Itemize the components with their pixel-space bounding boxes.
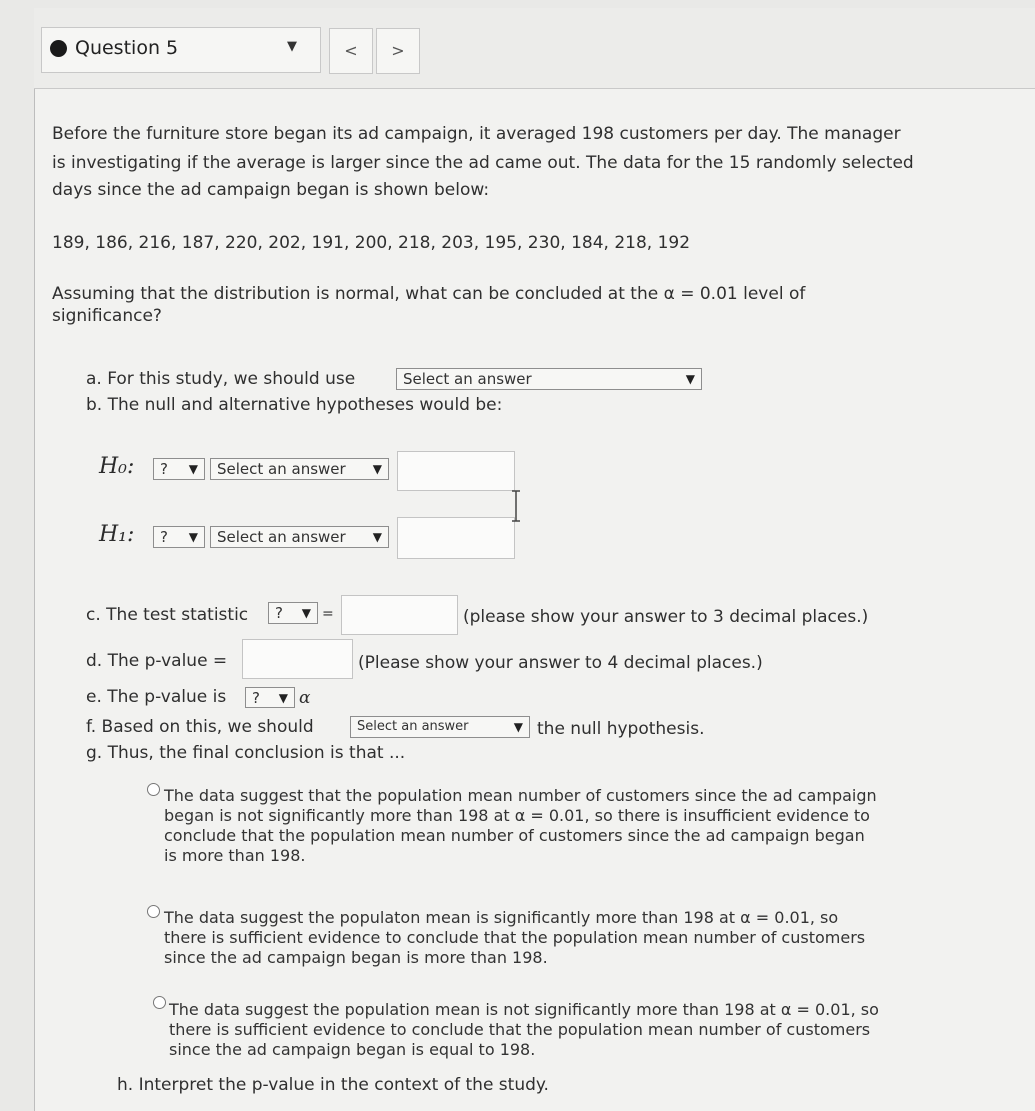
data-values: 189, 186, 216, 187, 220, 202, 191, 200, 218, 203, 195, 230, 184, 218, 192 (52, 233, 691, 253)
conclusion-option-1[interactable] (164, 786, 877, 866)
prev-question-button[interactable]: < (329, 28, 373, 74)
option-3-line-3: since the ad campaign began is equal to 198. (169, 1040, 536, 1059)
text-cursor-icon (511, 490, 521, 522)
option-1-line-2: began is not significantly more than 198 at α = 0.01, so there is insufficient evidence to (164, 806, 870, 825)
h1-value-input[interactable] (397, 517, 515, 559)
assume-line-1: Assuming that the distribution is normal, what can be concluded at the α = 0.01 level of (52, 284, 806, 304)
h0-value-input[interactable] (397, 451, 515, 491)
part-d-note: (Please show your answer to 4 decimal places.) (358, 653, 763, 673)
question-title: Question 5 (75, 37, 179, 59)
chevron-down-icon: ▼ (513, 720, 523, 734)
option-3-line-2: there is sufficient evidence to conclude that the population mean number of customers (169, 1020, 871, 1039)
next-question-button[interactable]: > (376, 28, 420, 74)
intro-line-3: days since the ad campaign began is shown below: (52, 180, 490, 200)
h0-operator-value: Select an answer (217, 460, 346, 478)
decision-select[interactable] (350, 716, 530, 738)
part-h-label: h. Interpret the p-value in the context of the study. (117, 1075, 549, 1095)
h1-parameter-value: ? (160, 528, 168, 546)
part-c-label: c. The test statistic (86, 605, 249, 625)
option-3-line-1: The data suggest the population mean is not significantly more than 198 at α = 0.01, so (169, 1000, 879, 1019)
option-1-line-4: is more than 198. (164, 846, 306, 865)
test-statistic-input[interactable] (341, 595, 458, 635)
test-statistic-select[interactable] (268, 602, 318, 624)
caret-down-icon[interactable]: ▼ (287, 39, 297, 54)
part-c-note: (please show your answer to 3 decimal places.) (463, 607, 869, 627)
alpha-symbol: α (299, 688, 311, 708)
chevron-down-icon: ▼ (278, 691, 288, 705)
option-2-line-2: there is sufficient evidence to conclude that the population mean number of customers (164, 928, 866, 947)
equals-sign: = (322, 606, 334, 622)
test-statistic-value: ? (275, 604, 283, 622)
p-value-compare-select[interactable] (245, 687, 295, 708)
part-b-label: b. The null and alternative hypotheses would be: (86, 395, 503, 415)
intro-line-2: is investigating if the average is larger since the ad came out. The data for the 15 randomly selected (52, 153, 914, 173)
h0-parameter-value: ? (160, 460, 168, 478)
chevron-down-icon: ▼ (372, 462, 382, 476)
conclusion-option-3[interactable] (169, 1000, 879, 1060)
h1-parameter-select[interactable] (153, 526, 205, 548)
conclusion-option-3-radio[interactable] (153, 996, 166, 1009)
part-e-label: e. The p-value is (86, 687, 227, 707)
chevron-down-icon: ▼ (372, 530, 382, 544)
decision-select-value: Select an answer (357, 719, 469, 734)
h1-operator-value: Select an answer (217, 528, 346, 546)
part-f-label: f. Based on this, we should (86, 717, 314, 737)
h0-parameter-select[interactable] (153, 458, 205, 480)
conclusion-option-2[interactable] (164, 908, 865, 968)
p-value-input[interactable] (242, 639, 353, 679)
option-1-line-1: The data suggest that the population mean number of customers since the ad campaign (164, 786, 877, 805)
study-type-select[interactable] (396, 368, 702, 390)
conclusion-option-2-radio[interactable] (147, 905, 160, 918)
part-d-label: d. The p-value = (86, 651, 228, 671)
h0-label: H₀: (99, 454, 135, 479)
study-type-select-value: Select an answer (403, 370, 532, 388)
h1-operator-select[interactable] (210, 526, 389, 548)
conclusion-option-1-radio[interactable] (147, 783, 160, 796)
part-a-label: a. For this study, we should use (86, 369, 356, 389)
option-1-line-3: conclude that the population mean number of customers since the ad campaign began (164, 826, 865, 845)
option-2-line-3: since the ad campaign began is more than 198. (164, 948, 548, 967)
intro-line-1: Before the furniture store began its ad campaign, it averaged 198 customers per day. The manager (52, 124, 901, 144)
option-2-line-1: The data suggest the populaton mean is significantly more than 198 at α = 0.01, so (164, 908, 839, 927)
h0-operator-select[interactable] (210, 458, 389, 480)
chevron-down-icon: ▼ (685, 372, 695, 386)
chevron-down-icon: ▼ (188, 530, 198, 544)
p-value-compare-value: ? (252, 689, 260, 707)
chevron-down-icon: ▼ (301, 606, 311, 620)
question-status-dot-icon (50, 40, 67, 57)
h1-label: H₁: (99, 522, 135, 547)
part-f-tail: the null hypothesis. (537, 719, 705, 739)
part-g-label: g. Thus, the final conclusion is that ... (86, 743, 406, 763)
chevron-down-icon: ▼ (188, 462, 198, 476)
assume-line-2: significance? (52, 306, 162, 326)
